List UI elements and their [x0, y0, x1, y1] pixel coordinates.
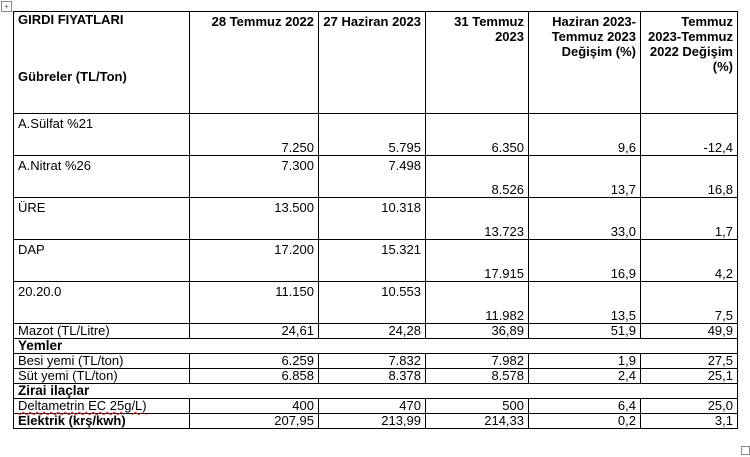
- cell-value: 7.832: [319, 354, 426, 369]
- cell-value: 15.321: [319, 240, 426, 282]
- table-row: [14, 324, 738, 339]
- cell-value: 17.200: [190, 240, 319, 282]
- cell-value: 17.915: [426, 240, 529, 282]
- cell-value: 11.150: [190, 282, 319, 324]
- cell-value: 6.858: [190, 369, 319, 384]
- row-label: Süt yemi (TL/ton): [14, 369, 190, 384]
- cell-value: 500: [426, 399, 529, 414]
- input-prices-table: [13, 11, 738, 429]
- table-row: [14, 156, 738, 198]
- cell-value: 16,9: [529, 240, 641, 282]
- section-label-feeds: Yemler: [14, 339, 738, 354]
- table-row: [14, 114, 738, 156]
- cell-value: -12,4: [641, 114, 738, 156]
- cell-value: 1,7: [641, 198, 738, 240]
- cell-value: 24,28: [319, 324, 426, 339]
- cell-value: 10.553: [319, 282, 426, 324]
- table-row: [14, 282, 738, 324]
- row-label-header: Gübreler (TL/Ton): [18, 69, 127, 84]
- cell-value: 25,1: [641, 369, 738, 384]
- cell-value: 213,99: [319, 414, 426, 429]
- row-label-text: Deltametrin EC 25g/L): [18, 398, 147, 413]
- table-row: [14, 399, 738, 414]
- col-header-yearly-change: Temmuz 2023-Temmuz 2022 Değişim (%): [641, 12, 738, 114]
- cell-value: 207,95: [190, 414, 319, 429]
- cell-value: 2,4: [529, 369, 641, 384]
- row-label: A.Sülfat %21: [14, 114, 190, 156]
- section-label-pesticides: Zirai ilaçlar: [14, 384, 738, 399]
- cell-value: 7,5: [641, 282, 738, 324]
- table-row: [14, 240, 738, 282]
- cell-value: 6.350: [426, 114, 529, 156]
- cell-value: 470: [319, 399, 426, 414]
- cell-value: 51,9: [529, 324, 641, 339]
- header-label-cell: [14, 12, 190, 114]
- cell-value: 1,9: [529, 354, 641, 369]
- cell-value: 27,5: [641, 354, 738, 369]
- col-header-2022-07: 28 Temmuz 2022: [190, 12, 319, 114]
- cell-value: 33,0: [529, 198, 641, 240]
- cell-value: 0,2: [529, 414, 641, 429]
- col-header-monthly-change: Haziran 2023-Temmuz 2023 Değişim (%): [529, 12, 641, 114]
- cell-value: 11.982: [426, 282, 529, 324]
- cell-value: 7.250: [190, 114, 319, 156]
- cell-value: 16,8: [641, 156, 738, 198]
- section-row-pesticides: [14, 384, 738, 399]
- table-row: [14, 369, 738, 384]
- cell-value: 8.526: [426, 156, 529, 198]
- col-header-2023-07: 31 Temmuz 2023: [426, 12, 529, 114]
- cell-value: 9,6: [529, 114, 641, 156]
- row-label: [14, 399, 190, 414]
- table-title: GIRDI FIYATLARI: [18, 12, 124, 27]
- table-row: [14, 414, 738, 429]
- cell-value: 7.498: [319, 156, 426, 198]
- row-label: Besi yemi (TL/ton): [14, 354, 190, 369]
- cell-value: 13,5: [529, 282, 641, 324]
- cell-value: 214,33: [426, 414, 529, 429]
- cell-value: 8.578: [426, 369, 529, 384]
- cell-value: 13.723: [426, 198, 529, 240]
- row-label: ÜRE: [14, 198, 190, 240]
- col-header-2023-06: 27 Haziran 2023: [319, 12, 426, 114]
- cell-value: 8.378: [319, 369, 426, 384]
- table-resize-handle-icon[interactable]: [741, 446, 750, 455]
- header-row: [14, 12, 738, 114]
- cell-value: 13.500: [190, 198, 319, 240]
- cell-value: 6,4: [529, 399, 641, 414]
- row-label: DAP: [14, 240, 190, 282]
- cell-value: 4,2: [641, 240, 738, 282]
- cell-value: 7.982: [426, 354, 529, 369]
- row-label: 20.20.0: [14, 282, 190, 324]
- cell-value: 6.259: [190, 354, 319, 369]
- row-label: Mazot (TL/Litre): [14, 324, 190, 339]
- cell-value: 24,61: [190, 324, 319, 339]
- cell-value: 36,89: [426, 324, 529, 339]
- cell-value: 10.318: [319, 198, 426, 240]
- cell-value: 25,0: [641, 399, 738, 414]
- row-label: Elektrik (krş/kwh): [14, 414, 190, 429]
- cell-value: 400: [190, 399, 319, 414]
- table-move-handle-icon[interactable]: +: [1, 1, 12, 12]
- table-row: [14, 354, 738, 369]
- row-label: A.Nitrat %26: [14, 156, 190, 198]
- cell-value: 5.795: [319, 114, 426, 156]
- table-row: [14, 198, 738, 240]
- cell-value: 13,7: [529, 156, 641, 198]
- section-row-feeds: [14, 339, 738, 354]
- cell-value: 7.300: [190, 156, 319, 198]
- cell-value: 3,1: [641, 414, 738, 429]
- cell-value: 49,9: [641, 324, 738, 339]
